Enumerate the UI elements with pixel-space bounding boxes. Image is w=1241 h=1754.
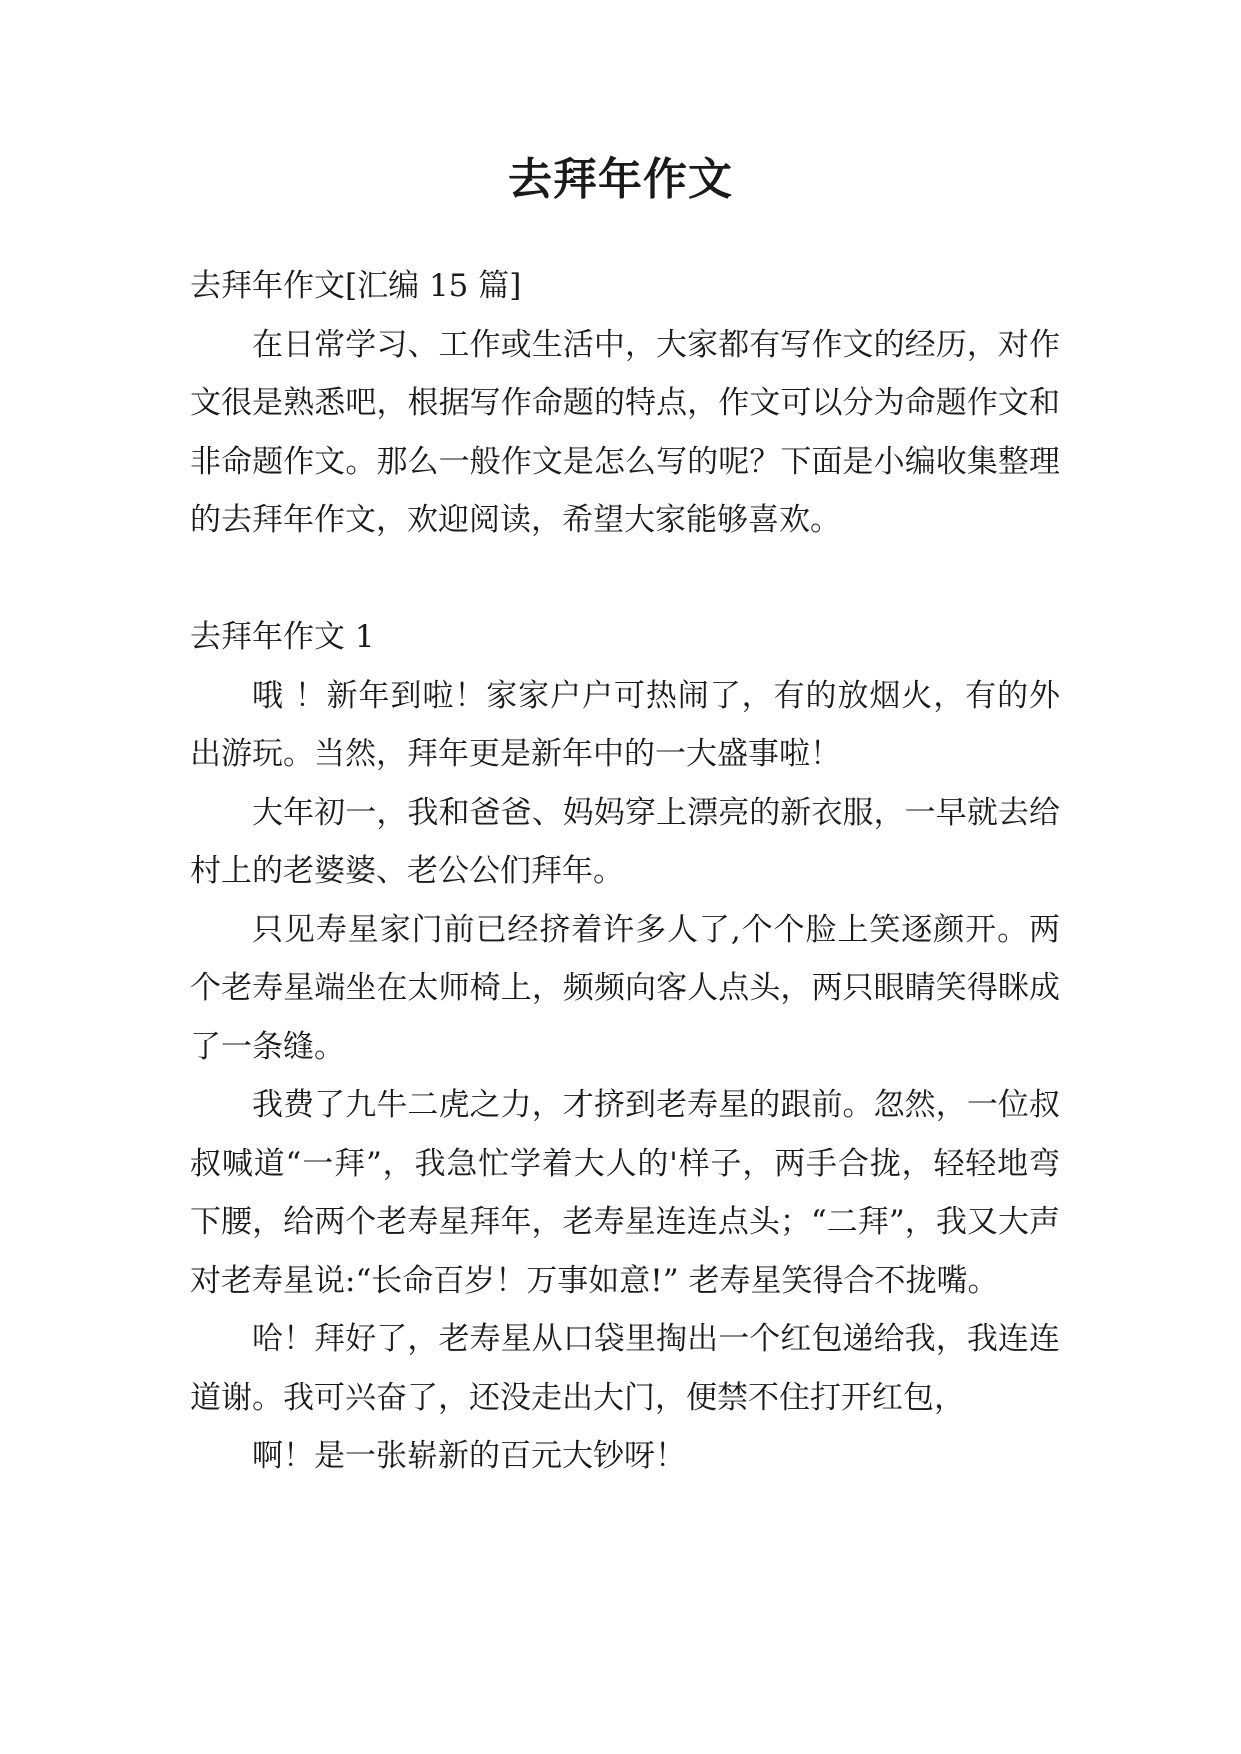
document-subtitle: 去拜年作文[汇编 15 篇] [190,268,522,304]
body-paragraph: 大年初一，我和爸爸、妈妈穿上漂亮的新衣服，一早就去给村上的老婆婆、老公公们拜年。 [190,794,1060,889]
document-body [190,257,1060,1486]
intro-paragraph: 在日常学习、工作或生活中，大家都有写作文的经历，对作文很是熟悉吧，根据写作命题的特点，作文可以分为命题作文和非命题作文。那么一般作文是怎么写的呢？下面是小编收集整理的去拜年作文，欢迎阅读，希望大家能够喜欢。 [190,326,1060,538]
document-title: 去拜年作文 [508,154,733,205]
body-paragraph: 啊！是一张崭新的百元大钞呀！ [252,1438,686,1474]
body-paragraph: 我费了九牛二虎之力，才挤到老寿星的跟前。忽然，一位叔叔喊道“一拜”，我急忙学着大人的'样子，两手合拢，轻轻地弯下腰，给两个老寿星拜年，老寿星连连点头；“二拜”，我又大声对老寿星说:“长命百岁！万事如意!” 老寿星笑得合不拢嘴。 [190,1087,1060,1299]
body-paragraph: 哦 ！新年到啦！家家户户可热闹了，有的放烟火，有的外出游玩。当然，拜年更是新年中的一大盛事啦！ [190,677,1060,772]
section-spacer [190,550,1060,609]
section-heading: 去拜年作文 1 [190,619,375,655]
body-paragraph: 哈！拜好了，老寿星从口袋里掏出一个红包递给我，我连连道谢。我可兴奋了，还没走出大门，便禁不住打开红包， [190,1321,1060,1416]
body-paragraph: 只见寿星家门前已经挤着许多人了,个个脸上笑逐颜开。两个老寿星端坐在太师椅上，频频向客人点头，两只眼睛笑得眯成了一条缝。 [190,911,1060,1065]
